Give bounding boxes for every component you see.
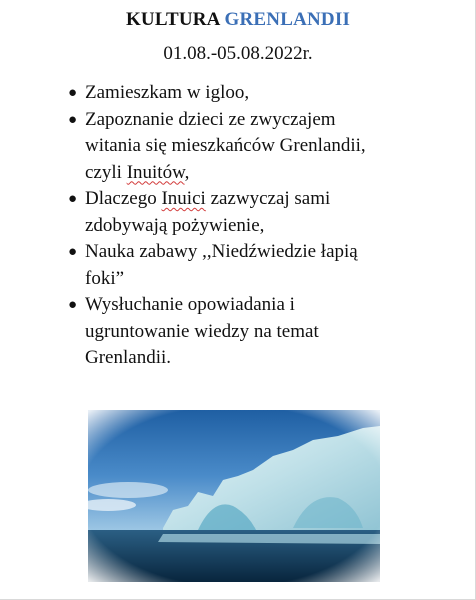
- list-item-line: witania się mieszkańców Grenlandii,: [85, 135, 366, 156]
- list-item-line: ugruntowanie wiedzy na temat: [85, 320, 319, 342]
- bullet-icon: ●: [68, 244, 78, 260]
- date-range: 01.08.-05.08.2022r.: [163, 43, 313, 64]
- spellcheck-word: Inuitów: [126, 161, 185, 183]
- list-item-line: Grenlandii.: [85, 347, 172, 368]
- bullet-icon: ●: [68, 191, 78, 207]
- list-item-line: Zapoznanie dzieci ze zwyczajem: [85, 108, 336, 130]
- list-item-line: zdobywają pożywienie,: [85, 214, 265, 236]
- spellcheck-word: Inuici: [161, 188, 206, 209]
- list-item-line: Dlaczego Inuici zazwyczaj sami: [85, 188, 331, 209]
- list-item-line: Zamieszkam w igloo,: [85, 82, 250, 103]
- title-part-kultura: KULTURA: [125, 9, 225, 30]
- list-item-line: Wysłuchanie opowiadania i: [85, 294, 295, 315]
- list-item: [68, 186, 448, 239]
- bullet-icon: ●: [68, 111, 78, 128]
- list-item: [68, 107, 448, 187]
- iceberg-photo: [88, 410, 380, 582]
- list-item: [68, 80, 448, 107]
- list-item-line: Nauka zabawy ,,Niedźwiedzie łapią: [85, 241, 358, 262]
- bullet-icon: ●: [68, 297, 78, 313]
- list-item: [68, 292, 448, 372]
- list-item-line: czyli Inuitów,: [85, 161, 190, 183]
- bullet-list: [68, 80, 448, 372]
- bullet-icon: ●: [68, 85, 78, 101]
- title-part-grenlandii: GRENLANDII: [224, 9, 351, 30]
- list-item: [68, 239, 448, 292]
- page-title: [0, 8, 476, 32]
- list-item-line: foki”: [85, 267, 125, 289]
